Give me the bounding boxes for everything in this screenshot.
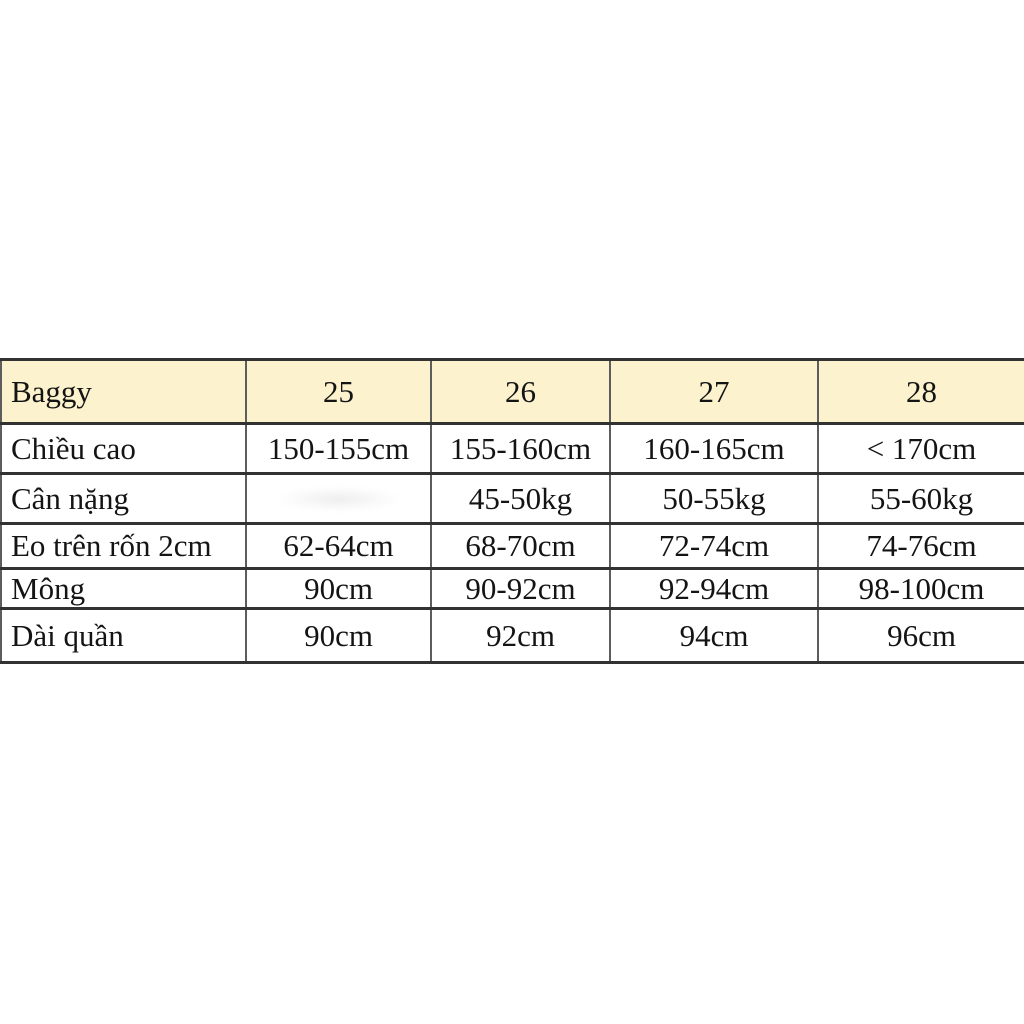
table-row-hip xyxy=(1,569,1024,609)
size-column-header-26: 26 xyxy=(431,360,610,424)
table-row-weight xyxy=(1,474,1024,524)
table-row-height xyxy=(1,424,1024,474)
table-row-waist xyxy=(1,524,1024,569)
row-label-height: Chiều cao xyxy=(1,424,246,474)
table-cell-weight-25-empty xyxy=(246,474,431,524)
size-column-header-28: 28 xyxy=(818,360,1024,424)
row-label-hip: Mông xyxy=(1,569,246,609)
table-cell-waist-28: 74-76cm xyxy=(818,524,1024,569)
table-cell-hip-26: 90-92cm xyxy=(431,569,610,609)
table-cell-weight-28: 55-60kg xyxy=(818,474,1024,524)
table-cell-weight-27: 50-55kg xyxy=(610,474,818,524)
table-cell-height-27: 160-165cm xyxy=(610,424,818,474)
table-cell-height-26: 155-160cm xyxy=(431,424,610,474)
table-cell-length-26: 92cm xyxy=(431,609,610,663)
header-row xyxy=(1,360,1024,424)
table-cell-length-28: 96cm xyxy=(818,609,1024,663)
table-cell-weight-26: 45-50kg xyxy=(431,474,610,524)
table-cell-waist-25: 62-64cm xyxy=(246,524,431,569)
table-cell-height-28: < 170cm xyxy=(818,424,1024,474)
table-cell-length-25: 90cm xyxy=(246,609,431,663)
table-cell-waist-27: 72-74cm xyxy=(610,524,818,569)
product-name-header: Baggy xyxy=(1,360,246,424)
table-cell-height-25: 150-155cm xyxy=(246,424,431,474)
row-label-weight: Cân nặng xyxy=(1,474,246,524)
table-cell-hip-28: 98-100cm xyxy=(818,569,1024,609)
table-cell-length-27: 94cm xyxy=(610,609,818,663)
table-cell-waist-26: 68-70cm xyxy=(431,524,610,569)
table-cell-hip-27: 92-94cm xyxy=(610,569,818,609)
row-label-pants-length: Dài quần xyxy=(1,609,246,663)
table-cell-hip-25: 90cm xyxy=(246,569,431,609)
row-label-waist: Eo trên rốn 2cm xyxy=(1,524,246,569)
size-column-header-25: 25 xyxy=(246,360,431,424)
size-chart-table xyxy=(0,358,1024,664)
size-column-header-27: 27 xyxy=(610,360,818,424)
table-row-pants-length xyxy=(1,609,1024,663)
